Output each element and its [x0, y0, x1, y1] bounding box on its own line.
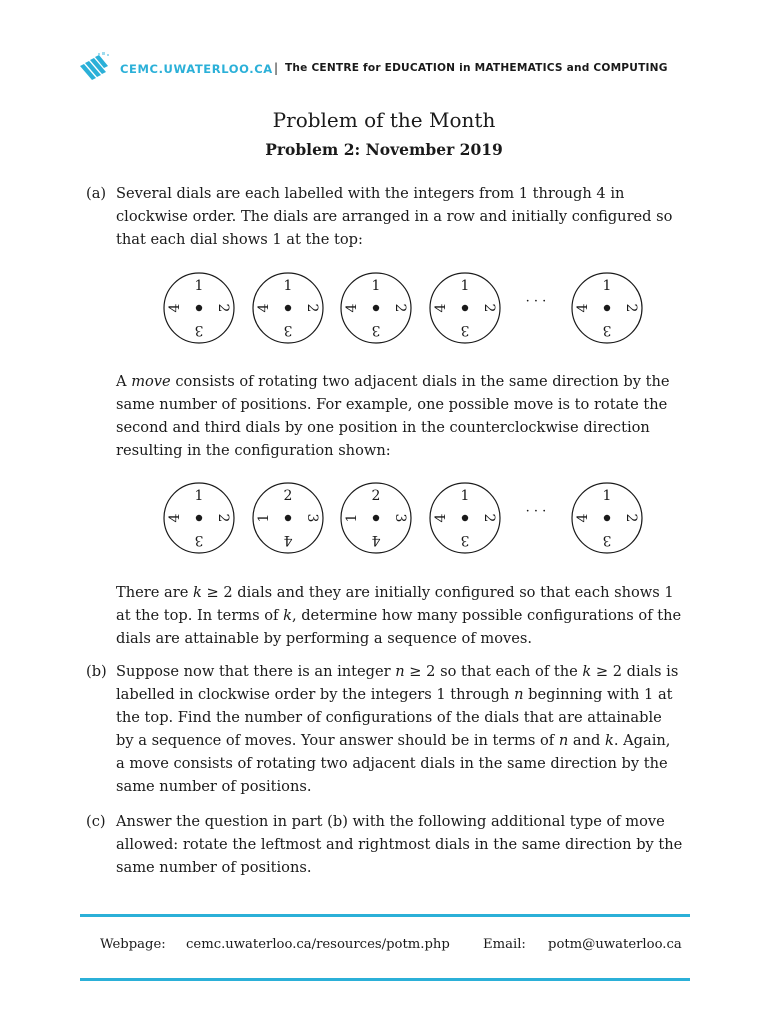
- dial-center-dot: [462, 305, 468, 311]
- text-line: that each dial shows 1 at the top:: [116, 231, 363, 248]
- dial: [430, 483, 500, 553]
- dial-label-bottom: 3: [460, 532, 470, 548]
- text-line: There are k ≥ 2 dials and they are initially configured so that each shows 1: [116, 584, 674, 601]
- dial: [253, 483, 323, 553]
- dial-label-right: 2: [215, 303, 231, 313]
- dial-label-bottom: 3: [283, 322, 293, 338]
- dial-center-dot: [285, 515, 291, 521]
- dial-label-left: 4: [575, 303, 591, 313]
- text-line: Several dials are each labelled with the integers from 1 through 4 in: [116, 185, 625, 202]
- footer-rule-top: [80, 914, 690, 917]
- dial-label-left: 4: [167, 513, 183, 523]
- footer-rule-bottom: [80, 978, 690, 981]
- dial-center-dot: [196, 305, 202, 311]
- header-separator: |: [274, 61, 279, 75]
- dial-label-bottom: 3: [602, 322, 612, 338]
- dial-label-right: 2: [392, 303, 408, 313]
- dial-label-left: 1: [344, 513, 360, 523]
- dial-label-right: 2: [481, 303, 497, 313]
- dial-center-dot: [285, 305, 291, 311]
- text-line: A move consists of rotating two adjacent dials in the same direction by the: [116, 373, 670, 390]
- dial: [341, 273, 411, 343]
- webpage-link[interactable]: cemc.uwaterloo.ca/resources/potm.php: [186, 937, 450, 952]
- dial-label-right: 2: [623, 303, 639, 313]
- dial-label-left: 4: [575, 513, 591, 523]
- dial-label-right: 2: [623, 513, 639, 523]
- text-line: a move consists of rotating two adjacent dials in the same direction by the: [116, 755, 668, 772]
- dial-label-right: 3: [304, 513, 320, 523]
- text-line: Suppose now that there is an integer n ≥ 2 so that each of the k ≥ 2 dials is: [116, 663, 679, 680]
- dial: [572, 483, 642, 553]
- page-subtitle: Problem 2: November 2019: [265, 140, 503, 159]
- text-line: clockwise order. The dials are arranged in a row and initially configured so: [116, 208, 673, 225]
- text-line: second and third dials by one position in the counterclockwise direction: [116, 419, 650, 436]
- dial-label-right: 2: [304, 303, 320, 313]
- dial: [341, 483, 411, 553]
- dial: [164, 483, 234, 553]
- text-line: same number of positions. For example, one possible move is to rotate the: [116, 396, 668, 413]
- dial-label-top: 1: [371, 278, 381, 294]
- dial-center-dot: [462, 515, 468, 521]
- dial-center-dot: [373, 305, 379, 311]
- webpage-label: Webpage:: [100, 937, 166, 952]
- text-line: allowed: rotate the leftmost and rightmost dials in the same direction by the: [116, 836, 683, 853]
- ellipsis: · · ·: [525, 504, 547, 519]
- text-line: dials are attainable by performing a sequence of moves.: [116, 630, 533, 647]
- dial-label-top: 2: [371, 488, 381, 504]
- dial-label-bottom: 3: [460, 322, 470, 338]
- dial-label-bottom: 4: [371, 532, 381, 548]
- dial-label-left: 4: [433, 303, 449, 313]
- dial-label-top: 1: [460, 488, 470, 504]
- text-line: labelled in clockwise order by the integers 1 through n beginning with 1 at: [116, 686, 673, 703]
- dial-label-right: 3: [392, 513, 408, 523]
- dial-label-left: 4: [433, 513, 449, 523]
- text-line: same number of positions.: [116, 859, 312, 876]
- page-title: Problem of the Month: [272, 108, 496, 132]
- email-label: Email:: [483, 937, 526, 952]
- dial-center-dot: [604, 515, 610, 521]
- dial-center-dot: [604, 305, 610, 311]
- dial-label-bottom: 3: [194, 532, 204, 548]
- part-a-label: (a): [86, 185, 107, 202]
- dial-label-bottom: 3: [371, 322, 381, 338]
- dial-center-dot: [196, 515, 202, 521]
- dial-label-top: 1: [602, 278, 612, 294]
- dial: [253, 273, 323, 343]
- dial-label-right: 2: [481, 513, 497, 523]
- dial-label-top: 1: [460, 278, 470, 294]
- dial-label-top: 1: [194, 278, 204, 294]
- dial-label-left: 1: [256, 513, 272, 523]
- dial-label-bottom: 3: [602, 532, 612, 548]
- dial-label-left: 4: [167, 303, 183, 313]
- text-line: resulting in the configuration shown:: [116, 442, 391, 459]
- dial-label-left: 4: [344, 303, 360, 313]
- ellipsis: · · ·: [525, 294, 547, 309]
- org-name: The CENTRE for EDUCATION in MATHEMATICS and COMPUTING: [285, 62, 668, 74]
- text-line: at the top. In terms of k, determine how many possible configurations of the: [116, 607, 682, 624]
- dial: [572, 273, 642, 343]
- dial: [164, 273, 234, 343]
- dial-center-dot: [373, 515, 379, 521]
- text-line: Answer the question in part (b) with the following additional type of move: [116, 813, 665, 830]
- text-line: by a sequence of moves. Your answer should be in terms of n and k. Again,: [116, 732, 671, 749]
- dial-label-left: 4: [256, 303, 272, 313]
- email-link[interactable]: potm@uwaterloo.ca: [548, 937, 682, 952]
- dial-label-bottom: 4: [283, 532, 293, 548]
- part-c-label: (c): [86, 813, 106, 830]
- text-line: the top. Find the number of configurations of the dials that are attainable: [116, 709, 662, 726]
- text-line: same number of positions.: [116, 778, 312, 795]
- brand-link[interactable]: CEMC.UWATERLOO.CA: [120, 62, 273, 76]
- part-b-label: (b): [86, 663, 107, 680]
- dial-label-top: 1: [602, 488, 612, 504]
- dial-label-top: 1: [194, 488, 204, 504]
- dial-label-right: 2: [215, 513, 231, 523]
- dial-label-top: 1: [283, 278, 293, 294]
- dial-label-bottom: 3: [194, 322, 204, 338]
- dial-label-top: 2: [283, 488, 293, 504]
- dial: [430, 273, 500, 343]
